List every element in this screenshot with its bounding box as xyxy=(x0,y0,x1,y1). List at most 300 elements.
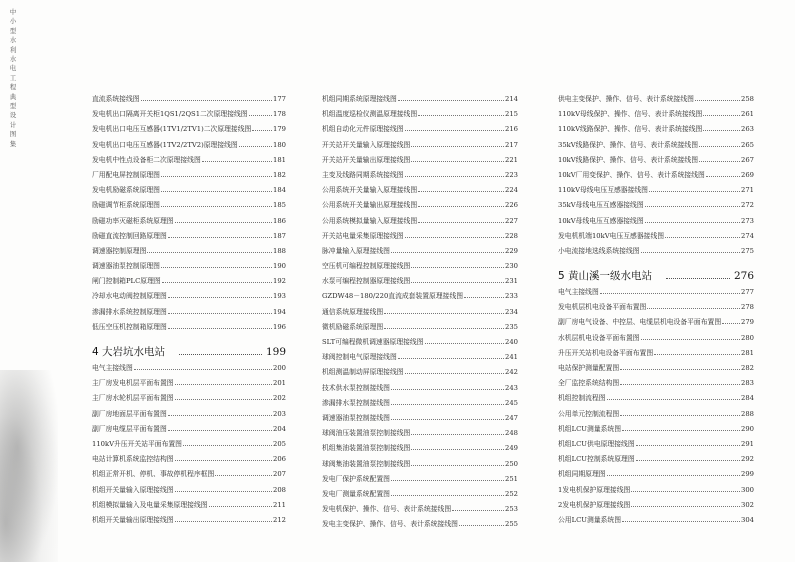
page-number: 274 xyxy=(741,231,754,240)
page-number: 182 xyxy=(273,170,286,179)
page-number: 224 xyxy=(505,186,518,195)
entry-title: 水机层机电设备平面布置图 xyxy=(558,333,640,342)
toc-entry[interactable] xyxy=(558,453,754,468)
entry-title: 10kV母线电压互感器接线图 xyxy=(558,216,644,225)
toc-entry[interactable] xyxy=(322,139,518,154)
toc-entry[interactable] xyxy=(558,230,754,245)
page-number: 192 xyxy=(273,277,286,286)
spine-char: 型 xyxy=(9,102,17,111)
dot-leader xyxy=(239,141,272,147)
entry-title: 副厂房电气设备、中控层、电缆层机电设备平面布置图 xyxy=(558,318,722,327)
toc-entry[interactable] xyxy=(558,123,754,138)
toc-entry[interactable] xyxy=(322,412,518,427)
toc-entry[interactable] xyxy=(92,306,286,321)
entry-title: 机组模拟量输入及电量采集原理接线图 xyxy=(92,500,208,509)
page-number: 288 xyxy=(741,409,754,418)
spine-char: 图 xyxy=(9,130,17,139)
entry-title: 机组LCU测量系统图 xyxy=(558,424,622,433)
dot-leader xyxy=(405,171,504,177)
dot-leader xyxy=(418,186,504,192)
dot-leader xyxy=(141,95,272,101)
toc-entry[interactable] xyxy=(322,93,518,108)
page-number: 230 xyxy=(505,262,518,271)
toc-entry[interactable] xyxy=(92,321,286,336)
spine-char: 利 xyxy=(9,45,17,54)
page-number: 177 xyxy=(273,95,286,103)
entry-title: 电站计算机系统监控结构图 xyxy=(92,455,174,464)
page-number: 279 xyxy=(741,318,754,327)
toc-entry[interactable] xyxy=(558,169,754,184)
entry-title: 闸门控制箱PLC原理图 xyxy=(92,277,161,286)
dot-leader xyxy=(405,368,504,374)
dot-leader xyxy=(706,171,740,177)
spine-char: 程 xyxy=(9,83,17,92)
dot-leader xyxy=(665,232,740,238)
entry-title: 发电机出口隔离开关柜1QS1/2QS1二次原理接线图 xyxy=(92,110,248,119)
toc-entry[interactable] xyxy=(92,184,286,199)
entry-title: SLT可编程微机调速器原理接线图 xyxy=(322,338,424,346)
dot-leader xyxy=(168,292,272,298)
entry-title: 发电机励磁系统原理图 xyxy=(92,186,160,195)
toc-entry[interactable] xyxy=(558,423,754,438)
dot-leader xyxy=(134,364,272,370)
page-number: 200 xyxy=(273,364,286,372)
toc-entry[interactable] xyxy=(558,347,754,362)
dot-leader xyxy=(647,303,740,309)
dot-leader xyxy=(161,201,272,207)
toc-entry[interactable] xyxy=(322,366,518,381)
dot-leader xyxy=(175,486,272,492)
page-number: 250 xyxy=(505,459,518,468)
entry-title: 公用系统开关量输出原理接线图 xyxy=(322,201,418,210)
toc-entry[interactable] xyxy=(558,154,754,169)
dot-leader xyxy=(179,348,262,355)
entry-title: 公用系统模拟量输入原理接线图 xyxy=(322,216,418,225)
entry-title: 供电主变保护、操作、信号、表计系统接线图 xyxy=(558,95,694,103)
page-number: 204 xyxy=(273,424,286,433)
toc-entry[interactable] xyxy=(322,169,518,184)
toc-entry[interactable] xyxy=(322,275,518,290)
toc-entry[interactable] xyxy=(322,260,518,275)
dot-leader xyxy=(620,410,740,416)
entry-title: 35kV线路保护、操作、信号、表计系统接线图 xyxy=(558,140,699,149)
page-number: 221 xyxy=(505,155,518,164)
toc-entry[interactable] xyxy=(558,245,754,260)
dot-leader xyxy=(175,379,272,385)
dot-leader xyxy=(175,217,272,223)
dot-leader xyxy=(699,141,740,147)
entry-title: 公用单元控制流程图 xyxy=(558,409,620,418)
dot-leader xyxy=(722,318,740,324)
dot-leader xyxy=(391,414,504,420)
toc-entry[interactable] xyxy=(92,275,286,290)
entry-title: 发电机出口电压互感器(1TV2/2TV2)原理接线图 xyxy=(92,140,238,149)
page-number: 228 xyxy=(505,231,518,240)
entry-title: 全厂监控系统结构图 xyxy=(558,379,620,388)
toc-entry[interactable] xyxy=(558,301,754,316)
entry-title: 开关站电量采集原理接线图 xyxy=(322,231,404,240)
entry-title: 主厂房发电机层平面布置图 xyxy=(92,379,174,388)
page-number: 282 xyxy=(741,364,754,372)
toc-column-2 xyxy=(322,93,518,533)
page-number: 251 xyxy=(505,474,518,483)
toc-entry[interactable] xyxy=(92,245,286,260)
dot-leader xyxy=(384,323,504,329)
entry-title: 励磁功率灭磁柜系统原理图 xyxy=(92,216,174,225)
toc-entry[interactable] xyxy=(558,408,754,423)
dot-leader xyxy=(411,277,504,283)
toc-entry[interactable] xyxy=(322,154,518,169)
toc-entry[interactable] xyxy=(322,199,518,214)
page-number: 203 xyxy=(273,409,286,418)
spine-char: 中 xyxy=(9,8,17,16)
page-number: 190 xyxy=(273,262,286,271)
entry-title: 脉冲量输入原理接线图 xyxy=(322,246,390,255)
dot-leader xyxy=(622,425,740,431)
toc-entry[interactable] xyxy=(92,169,286,184)
page-number: 184 xyxy=(273,186,286,195)
page-number: 273 xyxy=(741,216,754,225)
page-number: 194 xyxy=(273,307,286,316)
toc-entry[interactable] xyxy=(558,392,754,407)
page-number: 243 xyxy=(505,383,518,392)
toc-entry[interactable] xyxy=(322,351,518,366)
dot-leader xyxy=(168,410,272,416)
dot-leader xyxy=(425,338,505,344)
toc-entry[interactable] xyxy=(558,316,754,331)
dot-leader xyxy=(654,349,740,355)
toc-entry[interactable] xyxy=(558,468,754,483)
entry-title: 机组控制流程图 xyxy=(558,394,606,403)
dot-leader xyxy=(183,440,272,446)
entry-title: 小电流接地选线系统接线图 xyxy=(558,246,640,255)
entry-title: 直流系统接线图 xyxy=(92,95,140,103)
toc-entry[interactable] xyxy=(558,286,754,301)
page-number: 193 xyxy=(273,292,286,301)
toc-entry[interactable] xyxy=(92,468,286,483)
toc-entry[interactable] xyxy=(322,290,518,305)
toc-section-heading[interactable] xyxy=(558,260,754,286)
entry-title: 35kV母线电压互感器接线图 xyxy=(558,201,644,210)
toc-entry[interactable] xyxy=(322,108,518,123)
dot-leader xyxy=(391,399,504,405)
page-number: 284 xyxy=(741,394,754,403)
page-number: 211 xyxy=(273,500,286,509)
toc-entry[interactable] xyxy=(322,230,518,245)
entry-title: 副厂房电缆层平面布置图 xyxy=(92,424,167,433)
toc-column-1 xyxy=(92,93,286,529)
toc-entry[interactable] xyxy=(558,108,754,123)
page-number: 178 xyxy=(273,110,286,119)
dot-leader xyxy=(622,516,740,522)
page-number: 180 xyxy=(273,140,286,149)
entry-title: 球阀集油装置油泵控制接线图 xyxy=(322,459,411,468)
page-number: 278 xyxy=(741,303,754,312)
spine-char: 型 xyxy=(9,26,17,35)
toc-entry[interactable] xyxy=(322,245,518,260)
page-number: 187 xyxy=(273,231,286,240)
page-number: 234 xyxy=(505,307,518,316)
page-number: 299 xyxy=(741,470,754,479)
dot-leader xyxy=(703,125,740,131)
dot-leader xyxy=(147,247,272,253)
page-number: 281 xyxy=(741,348,754,357)
page-number: 240 xyxy=(505,338,518,346)
page-number: 212 xyxy=(273,515,286,524)
entry-title: 球阀油压装置油泵控制接线图 xyxy=(322,429,411,438)
entry-title: 主厂房水轮机层平面布置图 xyxy=(92,394,174,403)
dot-leader xyxy=(641,247,740,253)
toc-entry[interactable] xyxy=(322,123,518,138)
entry-title: 通信系统原理接线图 xyxy=(322,307,384,316)
dot-leader xyxy=(452,505,504,511)
toc-entry[interactable] xyxy=(92,438,286,453)
entry-title: 渗漏排水系统控制原理图 xyxy=(92,307,167,316)
dot-leader xyxy=(168,323,272,329)
dot-leader xyxy=(209,501,272,507)
toc-entry[interactable] xyxy=(92,230,286,245)
entry-title: 公用系统开关量输入原理接线图 xyxy=(322,186,418,195)
page-number: 196 xyxy=(273,322,286,331)
page-number: 179 xyxy=(273,125,286,134)
page-number: 217 xyxy=(505,140,518,149)
entry-title: 厂用配电屏控制原理图 xyxy=(92,170,160,179)
toc-entry[interactable] xyxy=(322,397,518,412)
page-number: 233 xyxy=(505,292,518,301)
dot-leader xyxy=(631,501,740,507)
toc-entry[interactable] xyxy=(322,306,518,321)
dot-leader xyxy=(391,490,504,496)
entry-title: 调速器油泵控制原理图 xyxy=(92,262,160,271)
entry-title: 渗漏排水泵控制接线图 xyxy=(322,398,390,407)
dot-leader xyxy=(405,125,504,131)
dot-leader xyxy=(645,217,740,223)
toc-entry[interactable] xyxy=(322,321,518,336)
dot-leader xyxy=(168,232,272,238)
dot-leader xyxy=(411,262,504,268)
dot-leader xyxy=(607,394,740,400)
spine-title xyxy=(6,8,20,149)
page-number: 199 xyxy=(265,346,286,358)
page-number: 277 xyxy=(741,288,754,297)
toc-entry[interactable] xyxy=(92,453,286,468)
toc-section-heading[interactable] xyxy=(92,336,286,362)
toc-entry[interactable] xyxy=(558,438,754,453)
entry-title: 调速器油泵控制接线图 xyxy=(322,413,390,422)
toc-entry[interactable] xyxy=(322,503,518,518)
spine-char: 典 xyxy=(9,92,17,101)
toc-entry[interactable] xyxy=(92,260,286,275)
entry-title: 机组同期系统原理接线图 xyxy=(322,95,397,103)
toc-entry[interactable] xyxy=(322,518,518,533)
toc-entry[interactable] xyxy=(92,93,286,108)
toc-entry[interactable] xyxy=(92,290,286,305)
page-number: 229 xyxy=(505,246,518,255)
page-number: 185 xyxy=(273,201,286,210)
toc-entry[interactable] xyxy=(322,184,518,199)
entry-title: 机组LCU控制系统原理图 xyxy=(558,455,635,464)
page-number: 253 xyxy=(505,505,518,514)
section-title: 4 大岩坑水电站 xyxy=(92,346,166,358)
toc-entry[interactable] xyxy=(322,382,518,397)
page-number: 291 xyxy=(741,439,754,448)
page-number: 242 xyxy=(505,368,518,377)
toc-entry[interactable] xyxy=(92,377,286,392)
dot-leader xyxy=(418,217,504,223)
dot-leader xyxy=(168,425,272,431)
toc-entry[interactable] xyxy=(322,442,518,457)
dot-leader xyxy=(161,262,272,268)
toc-entry[interactable] xyxy=(322,427,518,442)
dot-leader xyxy=(202,156,272,162)
toc-entry[interactable] xyxy=(558,139,754,154)
toc-entry[interactable] xyxy=(558,377,754,392)
entry-title: 机组LCU供电原理接线图 xyxy=(558,439,635,448)
page-number: 249 xyxy=(505,444,518,453)
entry-title: 发电主变保护、操作、信号、表计系统接线图 xyxy=(322,520,458,529)
page-number: 207 xyxy=(273,470,286,479)
page-number: 275 xyxy=(741,246,754,255)
page-number: 290 xyxy=(741,424,754,433)
dot-leader xyxy=(411,141,504,147)
entry-title: 1发电机保护原理接线图 xyxy=(558,485,631,494)
spine-char: 水 xyxy=(9,55,17,64)
toc-column-3 xyxy=(558,93,754,529)
dot-leader xyxy=(649,186,740,192)
entry-title: 升压开关站机电设备平面布置图 xyxy=(558,348,654,357)
page-number: 227 xyxy=(505,216,518,225)
toc-entry[interactable] xyxy=(92,408,286,423)
entry-title: 110kV母线电压互感器接线图 xyxy=(558,186,648,195)
page-number: 202 xyxy=(273,394,286,403)
entry-title: 技术供水泵控制接线图 xyxy=(322,383,390,392)
page-number: 283 xyxy=(741,379,754,388)
toc-entry[interactable] xyxy=(92,423,286,438)
entry-title: 主变及线路同期系统接线图 xyxy=(322,170,404,179)
toc-entry[interactable] xyxy=(558,514,754,529)
dot-leader xyxy=(636,455,740,461)
dot-leader xyxy=(620,379,740,385)
page-number: 223 xyxy=(505,170,518,179)
page-number: 235 xyxy=(505,322,518,331)
entry-title: 机组温度巡检仪测温原理接线图 xyxy=(322,110,418,119)
toc-entry[interactable] xyxy=(322,488,518,503)
page-number: 226 xyxy=(505,201,518,210)
entry-title: 励磁直流控制回路原理图 xyxy=(92,231,167,240)
dot-leader xyxy=(215,470,272,476)
page-number: 258 xyxy=(741,95,754,103)
page-number: 181 xyxy=(273,155,286,164)
toc-entry[interactable] xyxy=(558,499,754,514)
dot-leader xyxy=(391,384,504,390)
toc-entry[interactable] xyxy=(322,215,518,230)
dot-leader xyxy=(695,95,740,101)
entry-title: 机组集油装置油泵控制接线图 xyxy=(322,444,411,453)
section-title: 5 黄山溪一级水电站 xyxy=(558,270,653,283)
dot-leader xyxy=(168,308,272,314)
page-number: 247 xyxy=(505,413,518,422)
dot-leader xyxy=(175,455,272,461)
toc-entry[interactable] xyxy=(92,392,286,407)
toc-entry[interactable] xyxy=(92,362,286,377)
toc-entry[interactable] xyxy=(92,514,286,529)
page-number: 304 xyxy=(741,515,754,524)
toc-entry[interactable] xyxy=(558,199,754,214)
entry-title: 发电机保护、操作、信号、表计系统接线图 xyxy=(322,505,452,514)
toc-entry[interactable] xyxy=(322,336,518,351)
entry-title: 微机励磁系统原理图 xyxy=(322,322,384,331)
dot-leader xyxy=(703,110,740,116)
toc-entry[interactable] xyxy=(92,199,286,214)
dot-leader xyxy=(464,292,504,298)
entry-title: 10kV线路保护、操作、信号、表计系统接线图 xyxy=(558,155,699,164)
toc-entry[interactable] xyxy=(92,154,286,169)
entry-title: 球阀控制电气原理接线图 xyxy=(322,353,397,362)
page-number: 186 xyxy=(273,216,286,225)
ink-wash-decoration xyxy=(0,370,58,562)
toc-entry[interactable] xyxy=(92,108,286,123)
page-number: 269 xyxy=(741,170,754,179)
entry-title: GZDW48－180/220直流成套装置原理接线图 xyxy=(322,292,464,301)
toc-entry[interactable] xyxy=(558,93,754,108)
toc-entry[interactable] xyxy=(558,362,754,377)
toc-entry[interactable] xyxy=(558,215,754,230)
entry-title: 发电机机端10kV电压互感器接线图 xyxy=(558,231,665,240)
dot-leader xyxy=(645,201,740,207)
entry-title: 公用LCU测量系统图 xyxy=(558,515,622,524)
dot-leader xyxy=(631,486,740,492)
toc-entry[interactable] xyxy=(558,332,754,347)
dot-leader xyxy=(699,156,740,162)
entry-title: 励磁调节柜系统原理图 xyxy=(92,201,160,210)
dot-leader xyxy=(411,429,504,435)
toc-entry[interactable] xyxy=(92,499,286,514)
entry-title: 低压空压机控制箱原理图 xyxy=(92,322,167,331)
dot-leader xyxy=(391,475,504,481)
dot-leader xyxy=(175,394,272,400)
dot-leader xyxy=(391,247,504,253)
entry-title: 机组开关量输出原理接线图 xyxy=(92,515,174,524)
entry-title: 发电机层机电设备平面布置图 xyxy=(558,303,647,312)
toc-entry[interactable] xyxy=(92,123,286,138)
entry-title: 机组正常开机、停机、事故停机程序框图 xyxy=(92,470,215,479)
dot-leader xyxy=(252,125,272,131)
toc-entry[interactable] xyxy=(558,184,754,199)
page-number: 265 xyxy=(741,140,754,149)
page-number: 252 xyxy=(505,489,518,498)
dot-leader xyxy=(161,186,272,192)
page-number: 261 xyxy=(741,110,754,119)
toc-entry[interactable] xyxy=(92,215,286,230)
entry-title: 电气主接线图 xyxy=(92,364,133,372)
entry-title: 空压机可编程控制原理接线图 xyxy=(322,262,411,271)
toc-entry[interactable] xyxy=(92,139,286,154)
page-number: 263 xyxy=(741,125,754,134)
page-number: 280 xyxy=(741,333,754,342)
entry-title: 机组开关量输入原理接线图 xyxy=(92,485,174,494)
entry-title: 水泵可编程控制器原理接线图 xyxy=(322,277,411,286)
dot-leader xyxy=(411,460,504,466)
entry-title: 发电厂测量系统配置图 xyxy=(322,489,390,498)
dot-leader xyxy=(418,201,504,207)
toc-entry[interactable] xyxy=(322,458,518,473)
page-number: 216 xyxy=(505,125,518,134)
page-number: 206 xyxy=(273,455,286,464)
entry-title: 110kV线路保护、操作、信号、表计系统接线图 xyxy=(558,125,703,134)
toc-entry[interactable] xyxy=(558,484,754,499)
toc-entry[interactable] xyxy=(92,484,286,499)
toc-entry[interactable] xyxy=(322,473,518,488)
